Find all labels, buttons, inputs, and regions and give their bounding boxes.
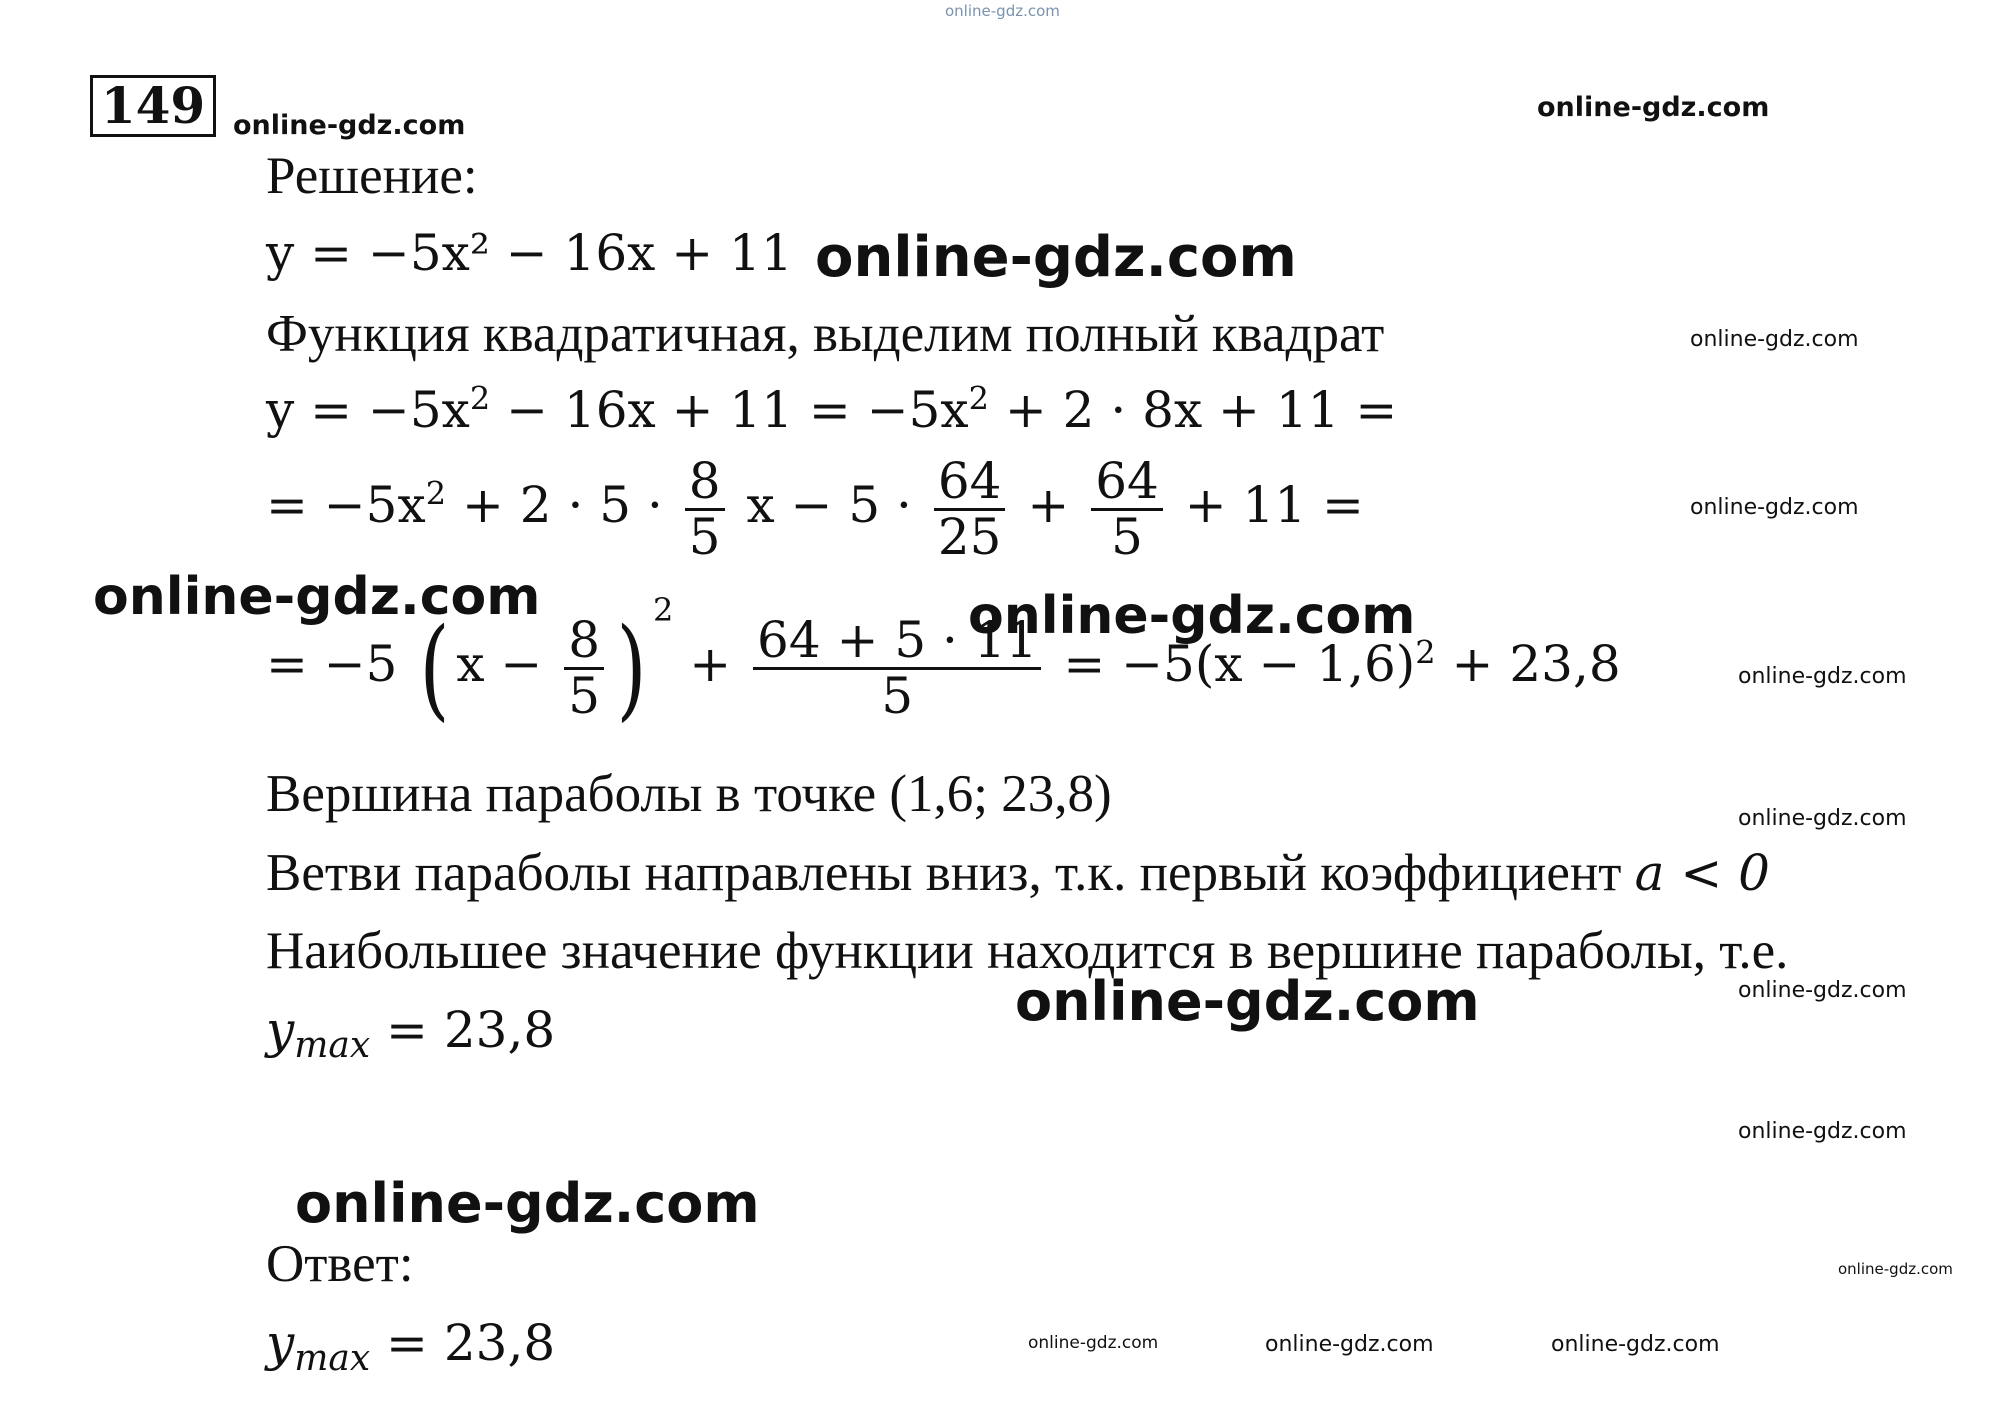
intro-text: Функция квадратичная, выделим полный квадрат — [266, 305, 1385, 363]
answer-symbol: y — [266, 1314, 295, 1372]
step2-part3: + — [1027, 476, 1070, 534]
watermark: online-gdz.com — [815, 225, 1297, 290]
problem-number: 149 — [90, 75, 216, 137]
step1-lhs: y = −5x — [266, 381, 470, 439]
ymax-value: = 23,8 — [370, 1001, 556, 1059]
watermark: online-gdz.com — [1028, 1333, 1159, 1353]
fraction-denominator: 5 — [688, 507, 721, 566]
answer-label: Ответ: — [266, 1235, 414, 1293]
fraction-numerator: 64 — [1095, 452, 1159, 510]
answer-formula — [266, 1314, 556, 1379]
solution-label: Решение: — [266, 147, 478, 205]
step1-rhs: + 2 · 8x + 11 = — [988, 381, 1398, 439]
step2-formula — [266, 452, 1364, 566]
step3-plus: + — [689, 635, 732, 693]
exponent: 2 — [652, 591, 674, 629]
branches-sentence: Ветви параболы направлены вниз, т.к. первый коэффициент — [266, 844, 1622, 902]
fraction — [685, 452, 725, 566]
watermark: online-gdz.com — [1537, 92, 1770, 123]
watermark: online-gdz.com — [1738, 664, 1907, 689]
watermark: online-gdz.com — [1690, 327, 1859, 352]
watermark: online-gdz.com — [93, 567, 541, 627]
watermark: online-gdz.com — [1738, 806, 1907, 831]
exponent: 2 — [1415, 633, 1436, 672]
function-formula — [266, 224, 793, 282]
step2-part1: + 2 · 5 · — [446, 476, 663, 534]
watermark: online-gdz.com — [968, 586, 1416, 646]
answer-value: = 23,8 — [370, 1314, 556, 1372]
watermark-top: online-gdz.com — [945, 2, 1060, 20]
step3-result: = −5(x − 1,6) — [1063, 635, 1416, 693]
watermark: online-gdz.com — [1738, 1119, 1907, 1144]
fraction-numerator: 64 + 5 · 11 — [757, 611, 1038, 669]
watermark: online-gdz.com — [1838, 1260, 1953, 1278]
paren-close: ) — [616, 603, 647, 732]
fraction-denominator: 5 — [568, 666, 601, 725]
fraction-numerator: 8 — [688, 452, 721, 510]
paren-open: ( — [419, 603, 450, 732]
branches-condition: a < 0 — [1634, 844, 1770, 902]
step2-part4: + 11 = — [1184, 476, 1364, 534]
function-text: y = −5x² − 16x + 11 — [266, 224, 793, 282]
step3-start: = −5 — [266, 635, 398, 693]
branches-text — [266, 844, 1770, 902]
watermark: online-gdz.com — [1738, 978, 1907, 1003]
answer-subscript: max — [294, 1338, 371, 1379]
ymax-subscript: max — [294, 1025, 371, 1066]
watermark: online-gdz.com — [1015, 970, 1480, 1033]
ymax-symbol: y — [266, 1001, 295, 1059]
fraction-denominator: 25 — [937, 507, 1002, 566]
fraction — [1091, 452, 1163, 566]
exponent: 2 — [425, 474, 447, 513]
exponent: 2 — [968, 379, 989, 418]
watermark: online-gdz.com — [1265, 1332, 1434, 1357]
watermark: online-gdz.com — [1690, 495, 1859, 520]
watermark: online-gdz.com — [233, 110, 466, 141]
fraction — [753, 611, 1041, 725]
step3-inner: x − — [456, 635, 543, 693]
fraction-numerator: 64 — [937, 452, 1002, 510]
step3-result-tail: + 23,8 — [1435, 635, 1621, 693]
step2-start: = −5x — [266, 476, 426, 534]
step3-formula — [266, 591, 1621, 732]
exponent: 2 — [469, 379, 491, 418]
step1-mid: − 16x + 11 = −5x — [490, 381, 969, 439]
watermark: online-gdz.com — [1551, 1332, 1720, 1357]
fraction-denominator: 5 — [1111, 507, 1143, 566]
max-text: Наибольшее значение функции находится в вершине параболы, т.е. — [266, 922, 1789, 980]
step2-part2: x − 5 · — [746, 476, 912, 534]
ymax-formula — [266, 1001, 556, 1066]
vertex-text: Вершина параболы в точке (1,6; 23,8) — [266, 765, 1112, 823]
fraction — [934, 452, 1006, 566]
fraction-denominator: 5 — [881, 666, 914, 725]
fraction — [564, 611, 604, 725]
step1-formula — [266, 379, 1398, 439]
fraction-numerator: 8 — [568, 611, 601, 669]
watermark: online-gdz.com — [295, 1172, 760, 1235]
